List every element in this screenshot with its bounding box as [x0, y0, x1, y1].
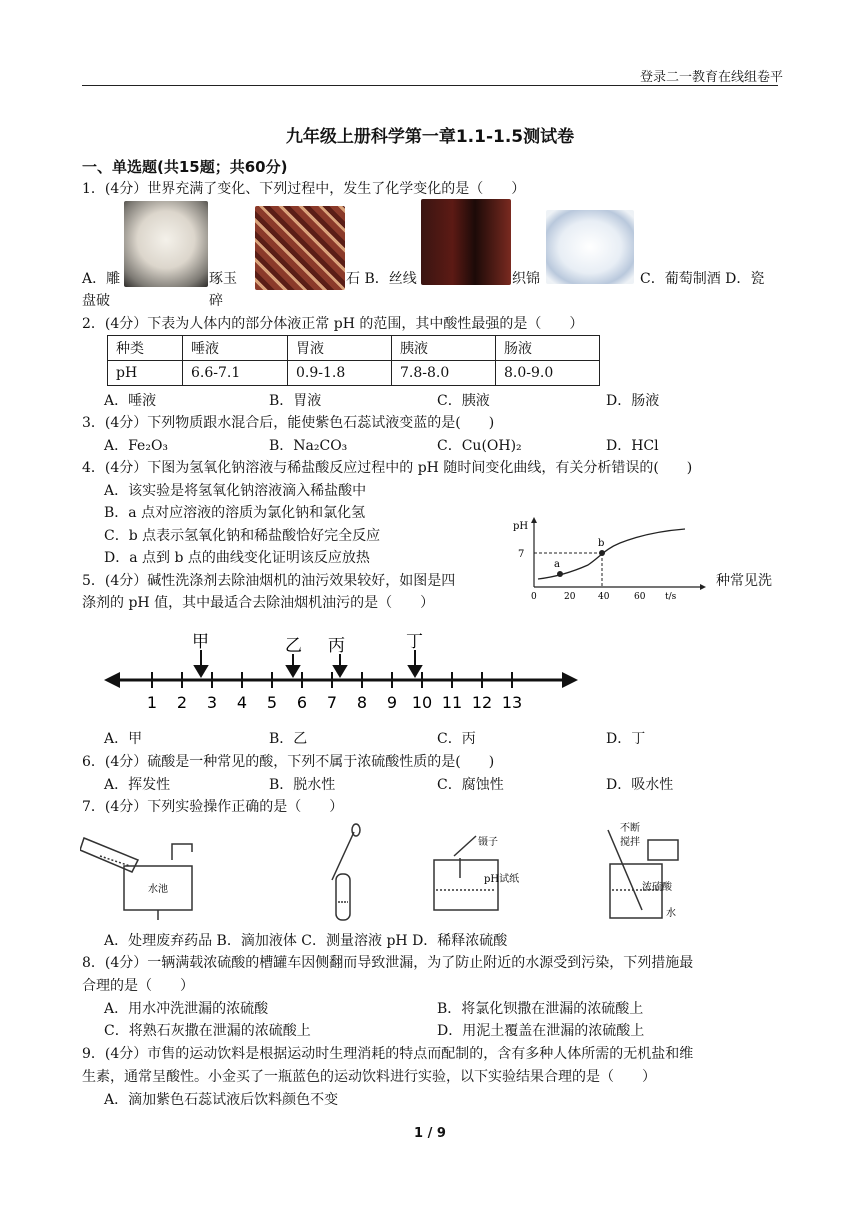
marker-ding: 丁: [406, 632, 423, 652]
x-unit-label: t/s: [665, 592, 677, 602]
q8-option-a: A．用水冲洗泄漏的浓硫酸: [104, 1001, 269, 1017]
ph-table: [107, 335, 600, 386]
q8-option-b: B．将氯化钡撒在泄漏的浓硫酸上: [437, 1001, 644, 1017]
q4-option-c: C．b 点表示氢氧化钠和稀盐酸恰好完全反应: [104, 528, 381, 544]
q5-option-c: C．丙: [437, 731, 476, 747]
tick-label: 7: [326, 693, 338, 712]
q9-stem: 9．(4分）市售的运动饮料是根据运动时生理消耗的特点而配制的，含有多种人体所需的无机盐和维: [82, 1046, 694, 1062]
tick-label: 8: [356, 693, 368, 712]
table-cell: 唾液: [183, 336, 288, 361]
q4-option-a: A．该实验是将氢氧化钠溶液滴入稀盐酸中: [104, 483, 367, 499]
q1-option-b: 石 B．丝线: [346, 271, 417, 287]
dropper-drawing: [332, 824, 360, 920]
table-cell: 6.6-7.1: [183, 361, 288, 386]
table-cell: 0.9-1.8: [288, 361, 392, 386]
q1-option-cd: C．葡萄制酒 D．瓷: [640, 271, 765, 287]
q3-option-d: D．HCl: [606, 438, 659, 454]
q1-option-a-cont: 琢玉: [209, 271, 237, 287]
table-cell: pH: [108, 361, 183, 386]
point-a-label: a: [554, 559, 560, 570]
table-cell: 胃液: [288, 336, 392, 361]
q3-option-b: B．Na₂CO₃: [269, 438, 348, 454]
ph-paper-label: pH试纸: [484, 874, 520, 885]
tick-label: 10: [411, 693, 433, 712]
q4-option-b: B．a 点对应溶液的溶质为氯化钠和氯化氢: [104, 505, 366, 521]
x-tick-label: 20: [564, 592, 576, 602]
tick-label: 13: [501, 693, 523, 712]
header-rule: [82, 85, 778, 86]
tick-label: 4: [236, 693, 248, 712]
arrow-ding-head: [409, 666, 421, 676]
marker-bing: 丙: [328, 636, 345, 656]
q5-option-d: D．丁: [606, 731, 646, 747]
q3-option-c: C．Cu(OH)₂: [437, 438, 522, 454]
q6-option-a: A．挥发性: [104, 777, 171, 793]
q8-stem-line2: 合理的是（ ）: [82, 978, 194, 994]
q5-option-b: B．乙: [269, 731, 308, 747]
q6-option-c: C．腐蚀性: [437, 777, 504, 793]
marker-jia: 甲: [192, 632, 209, 652]
tick-label: 11: [441, 693, 463, 712]
q5-stem-cont: 种常见洗: [716, 573, 772, 589]
q4-stem: 4．(4分）下图为氢氧化钠溶液与稀盐酸反应过程中的 pH 随时间变化曲线，有关分析错误的( ): [82, 460, 693, 476]
table-cell: 8.0-9.0: [496, 361, 600, 386]
y-axis-arrow: [531, 517, 537, 523]
q6-option-d: D．吸水性: [606, 777, 674, 793]
q2-option-b: B．胃液: [269, 393, 322, 409]
q1-option-a-tail: 碎: [209, 293, 223, 309]
x-tick-label: 0: [531, 592, 537, 602]
q5-stem: 5．(4分）碱性洗涤剂去除油烟机的油污效果较好，如图是四: [82, 573, 456, 589]
page-title: 九年级上册科学第一章1.1-1.5测试卷: [285, 127, 575, 147]
table-row: [108, 336, 600, 361]
arrow-bing-head: [334, 666, 346, 676]
q2-option-c: C．胰液: [437, 393, 490, 409]
q1-option-a: A．雕: [82, 271, 121, 287]
q9-stem-line2: 生素，通常呈酸性。小金买了一瓶蓝色的运动饮料进行实验，以下实验结果合理的是（ ）: [82, 1069, 656, 1085]
q6-stem: 6．(4分）硫酸是一种常见的酸，下列不属于浓硫酸性质的是( ): [82, 754, 495, 770]
q3-option-a: A．Fe₂O₃: [104, 438, 169, 454]
page-number: 1 / 9: [414, 1126, 446, 1141]
q2-stem: 2．(4分）下表为人体内的部分体液正常 pH 的范围，其中酸性最强的是（ ）: [82, 316, 584, 332]
q7-stem: 7．(4分）下列实验操作正确的是（ ）: [82, 799, 344, 815]
tick-label: 2: [176, 693, 188, 712]
jade-carving-image: [124, 201, 208, 287]
tick-label: 9: [386, 693, 398, 712]
ph-number-line: [100, 628, 590, 720]
water-pool-label: 水池: [148, 884, 168, 895]
tick-label: 5: [266, 693, 278, 712]
q8-option-d: D．用泥土覆盖在泄漏的浓硫酸上: [437, 1023, 645, 1039]
tick-label: 12: [471, 693, 493, 712]
keep-label: 不断: [620, 823, 640, 834]
y7-label: 7: [518, 549, 525, 560]
table-row: [108, 361, 600, 386]
q1-option-b-cont: 织锦: [512, 271, 540, 287]
brocade-image: [255, 206, 345, 290]
q3-stem: 3．(4分）下列物质跟水混合后，能使紫色石蕊试液变蓝的是( ): [82, 415, 495, 431]
tweezers-label: 镊子: [478, 837, 498, 848]
q1-option-d-tail: 盘破: [82, 293, 110, 309]
x-tick-label: 40: [598, 592, 610, 602]
arrow-yi-head: [287, 666, 299, 676]
tick-group: [147, 672, 522, 712]
table-cell: 胰液: [392, 336, 496, 361]
site-header: 登录二一教育在线组卷平: [640, 70, 784, 85]
dilution-drawing: [608, 830, 678, 918]
water-label: 水: [666, 908, 676, 919]
x-tick-label: 60: [634, 592, 646, 602]
ph-time-graph: [510, 515, 710, 605]
tick-label: 6: [296, 693, 308, 712]
x-axis-arrow: [700, 584, 706, 590]
table-cell: 肠液: [496, 336, 600, 361]
marker-yi: 乙: [285, 636, 302, 656]
stir-label: 搅拌: [620, 837, 640, 848]
q8-option-c: C．将熟石灰撒在泄漏的浓硫酸上: [104, 1023, 311, 1039]
point-a: [557, 571, 563, 577]
left-arrow: [104, 672, 120, 688]
q2-option-a: A．唾液: [104, 393, 157, 409]
q8-stem: 8．(4分）一辆满载浓硫酸的槽罐车因侧翻而导致泄漏，为了防止附近的水源受到污染，下列措施最: [82, 955, 694, 971]
table-cell: 7.8-8.0: [392, 361, 496, 386]
lab-operations-figure: [80, 820, 680, 925]
acid-label: 浓硫酸: [642, 882, 672, 893]
wine-image: [421, 199, 511, 285]
waste-disposal-drawing: [80, 838, 192, 920]
tick-label: 3: [206, 693, 218, 712]
right-arrow: [562, 672, 578, 688]
q5-stem-line2: 涤剂的 pH 值，其中最适合去除油烟机油污的是（ ）: [82, 595, 435, 611]
q7-options: A．处理废弃药品 B．滴加液体 C．测量溶液 pH D．稀释浓硫酸: [104, 933, 508, 949]
section-heading: 一、单选题(共15题；共60分): [82, 158, 288, 176]
broken-plate-image: [546, 210, 634, 284]
point-b-label: b: [598, 538, 605, 549]
q2-option-d: D．肠液: [606, 393, 660, 409]
point-b: [599, 550, 605, 556]
tick-label: 1: [146, 693, 158, 712]
q6-option-b: B．脱水性: [269, 777, 336, 793]
q4-option-d: D．a 点到 b 点的曲线变化证明该反应放热: [104, 550, 370, 566]
y-axis-label: pH: [513, 521, 529, 532]
q9-option-a: A．滴加紫色石蕊试液后饮料颜色不变: [104, 1092, 339, 1108]
q1-stem: 1．(4分）世界充满了变化、下列过程中，发生了化学变化的是（ ）: [82, 181, 526, 197]
arrow-jia-head: [195, 666, 207, 676]
q5-option-a: A．甲: [104, 731, 143, 747]
table-cell: 种类: [108, 336, 183, 361]
